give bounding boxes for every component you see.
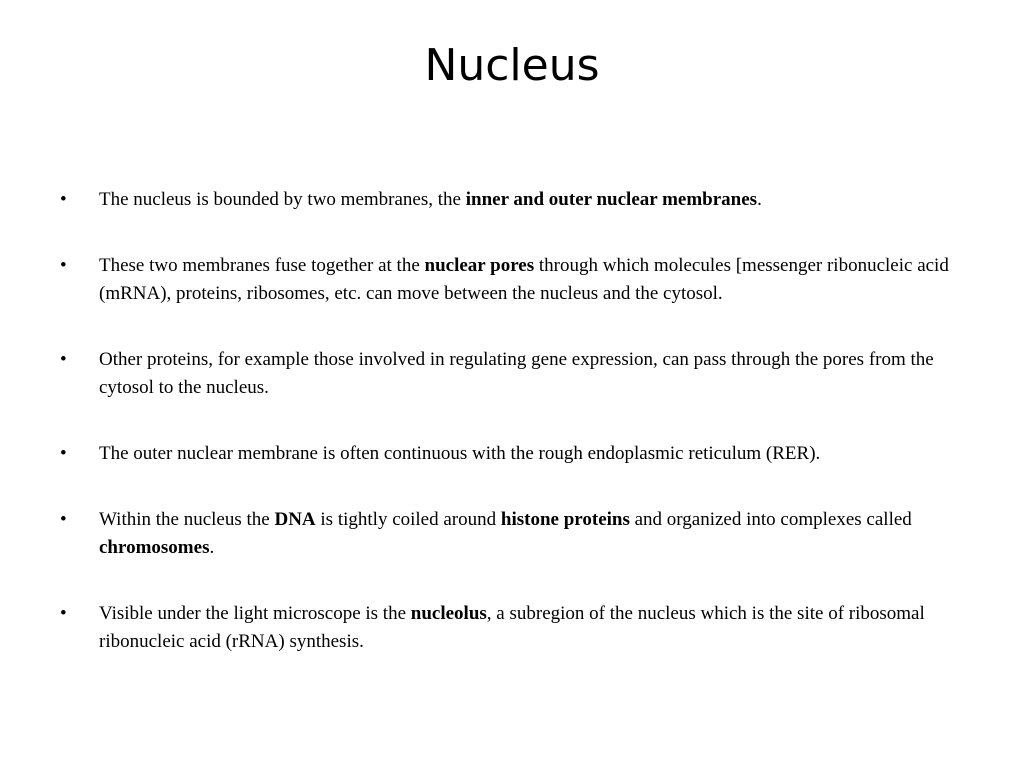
bullet-item: [60, 506, 970, 562]
text-segment: The outer nuclear membrane is often continuous with the rough endoplasmic reticulum (RER).: [99, 443, 821, 464]
bold-term: inner and outer nuclear membranes: [465, 189, 758, 210]
bullet-text: [99, 255, 949, 304]
bold-term: chromosomes: [99, 537, 210, 558]
text-segment: and organized into complexes called: [629, 509, 912, 530]
bullet-marker: •: [60, 255, 67, 276]
text-segment: Visible under the light microscope is the: [99, 603, 411, 624]
bullet-item: [60, 600, 970, 656]
text-segment: through which molecules [messenger ribonucleic acid (mRNA), proteins, ribosomes, etc. can move between the nucleus and the cytosol.: [99, 255, 949, 304]
bullet-marker: •: [60, 603, 67, 624]
bold-term: DNA: [274, 509, 316, 530]
bullet-marker: •: [60, 443, 67, 464]
text-segment: The nucleus is bounded by two membranes, the: [99, 189, 466, 210]
bold-term: nuclear pores: [424, 255, 535, 276]
bullet-list: [60, 186, 970, 694]
text-segment: Other proteins, for example those involved in regulating gene expression, can pass through the pores from the cytosol to the nucleus.: [99, 349, 934, 398]
text-segment: These two membranes fuse together at the: [99, 255, 425, 276]
text-segment: is tightly coiled around: [315, 509, 501, 530]
bullet-item: [60, 186, 970, 214]
text-segment: , a subregion of the nucleus which is the site of ribosomal ribonucleic acid (rRNA) synthesis.: [99, 603, 925, 652]
bullet-text: [99, 443, 820, 464]
bold-term: histone proteins: [500, 509, 630, 530]
bullet-marker: •: [60, 189, 67, 210]
bold-term: nucleolus: [410, 603, 487, 624]
bullet-text: [99, 349, 934, 398]
text-segment: .: [757, 189, 762, 210]
text-segment: Within the nucleus the: [99, 509, 275, 530]
bullet-text: [99, 509, 912, 558]
text-segment: .: [209, 537, 215, 558]
bullet-item: [60, 346, 970, 402]
bullet-item: [60, 440, 970, 468]
bullet-marker: •: [60, 509, 67, 530]
bullet-text: [99, 189, 762, 210]
bullet-item: [60, 252, 970, 308]
bullet-text: [99, 603, 925, 652]
slide-title: Nucleus: [424, 40, 600, 91]
bullet-marker: •: [60, 349, 67, 370]
